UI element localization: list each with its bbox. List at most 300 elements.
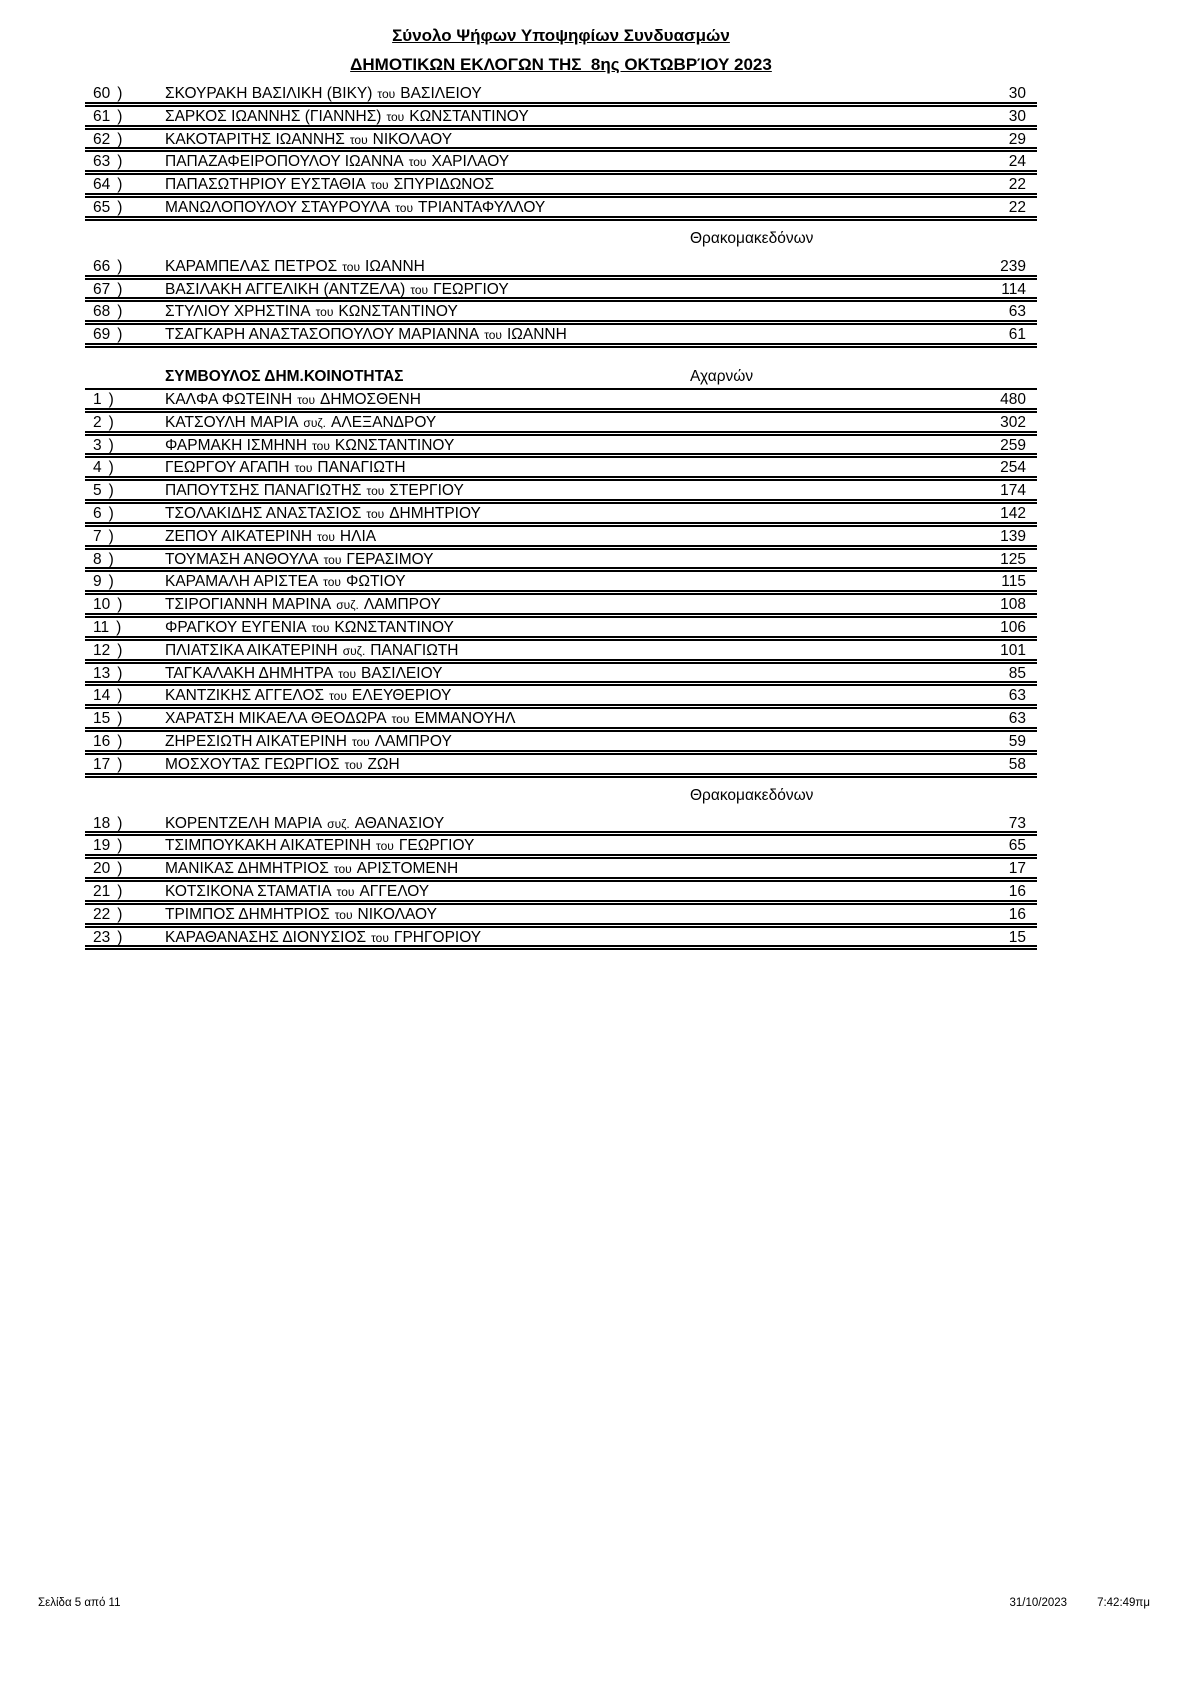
candidate-relation: του [376,839,394,854]
vote-count-value: 16 [1008,882,1026,900]
row-number-paren: ) [117,85,123,102]
candidate-relation: του [338,666,357,681]
candidate-name-main: ΜΑΝΙΚΑΣ ΔΗΜΗΤΡΙΟΣ [165,861,329,878]
row-number-paren: ) [108,573,114,591]
section-header-region: Αχαρνών [690,367,754,385]
row-number: 2 [93,413,102,431]
vote-count [967,392,1037,408]
row-number-paren: ) [108,504,114,522]
candidate-name [165,816,967,832]
vote-count-value: 174 [1000,482,1026,500]
votes-table [85,84,1037,950]
district-subheader-label: Θρακομακεδόνων [690,786,814,804]
section-header-title: ΣΥΜΒΟΥΛΟΣ ΔΗΜ.ΚΟΙΝΟΤΗΤΑΣ [165,367,404,385]
table-row [85,130,1037,153]
row-number: 18 [93,814,111,832]
district-subheader [85,221,1037,257]
candidate-name [165,483,967,499]
candidate-number [85,688,165,704]
row-number: 11 [93,618,110,636]
row-number: 67 [93,280,111,298]
candidate-name [165,734,967,750]
candidate-relation: του [317,529,335,544]
row-number: 7 [93,527,102,545]
vote-count-value: 114 [1001,280,1026,298]
candidate-name-main: ΦΡΑΓΚΟΥ ΕΥΓΕΝΙΑ [165,619,307,636]
candidate-name [165,666,967,682]
candidate-relation: του [391,712,410,727]
candidate-name-main: ΤΣΙΜΠΟΥΚΑΚΗ ΑΙΚΑΤΕΡΙΝΗ [165,838,372,855]
candidate-number [85,506,165,522]
candidate-patronym: ΤΡΙΑΝΤΑΦΥΛΛΟΥ [418,199,546,216]
table-row [85,836,1037,859]
row-number: 14 [93,687,111,705]
candidate-patronym: ΚΩΝΣΤΑΝΤΙΝΟΥ [334,619,454,636]
candidate-relation: του [395,200,414,215]
table-row [85,302,1037,325]
table-row [85,859,1037,882]
candidate-patronym: ΦΩΤΙΟΥ [345,574,406,591]
row-number-paren: ) [117,814,123,832]
candidate-name-main: ΚΑΤΣΟΥΛΗ ΜΑΡΙΑ [165,414,299,431]
row-number-paren: ) [117,153,123,171]
candidate-name-main: ΠΑΠΑΖΑΦΕΙΡΟΠΟΥΛΟΥ ΙΩΑΝΝΑ [165,154,404,171]
candidate-name [165,304,967,320]
row-number-paren: ) [108,550,114,568]
vote-count [967,177,1037,193]
vote-count [967,154,1037,170]
row-number-paren: ) [117,664,123,682]
row-number: 61 [93,107,111,125]
vote-count [967,460,1037,476]
vote-count-value: 302 [1000,413,1026,431]
row-number-paren: ) [117,905,123,923]
vote-count [967,861,1037,877]
vote-count-value: 106 [1000,618,1026,636]
candidate-name-main: ΚΑΚΟΤΑΡΙΤΗΣ ΙΩΑΝΝΗΣ [165,131,345,148]
candidate-number [85,86,165,102]
candidate-name [165,597,967,613]
candidate-patronym: ΣΤΕΡΓΙΟΥ [389,483,464,500]
candidate-name [165,688,967,704]
candidate-patronym: ΚΩΝΣΤΑΝΤΙΝΟΥ [334,437,455,454]
row-number-paren: ) [117,732,123,750]
page-content [85,0,1037,950]
candidate-name-main: ΚΟΤΣΙΚΟΝΑ ΣΤΑΜΑΤΙΑ [165,883,332,900]
vote-count [967,304,1037,320]
vote-count-value: 29 [1008,130,1026,148]
candidate-patronym: ΑΘΑΝΑΣΙΟΥ [354,815,445,832]
vote-count [967,666,1037,682]
candidate-number [85,666,165,682]
candidate-number [85,552,165,568]
candidate-name-main: ΓΕΩΡΓΟΥ ΑΓΑΠΗ [165,460,290,477]
candidate-patronym: ΣΠΥΡΙΔΩΝΟΣ [393,177,495,194]
candidate-patronym: ΠΑΝΑΓΙΩΤΗ [317,460,406,477]
vote-count [967,734,1037,750]
table-row [85,755,1037,778]
candidate-relation: συζ. [327,816,350,831]
candidate-name-main: ΖΕΠΟΥ ΑΙΚΑΤΕΡΙΝΗ [165,528,313,545]
candidate-relation: του [377,87,396,101]
print-timestamp [1010,1597,1151,1609]
candidate-number [85,930,165,946]
row-number-paren: ) [117,176,123,194]
candidate-name-main: ΚΑΛΦΑ ΦΩΤΕΙΝΗ [165,391,293,408]
row-number-paren: ) [117,107,123,125]
print-time: 7:42:49πμ [1097,1597,1150,1609]
table-row [85,280,1037,303]
candidate-name-main: ΜΑΝΩΛΟΠΟΥΛΟΥ ΣΤΑΥΡΟΥΛΑ [165,199,391,216]
candidate-patronym: ΓΕΩΡΓΙΟΥ [433,281,509,298]
vote-count [967,282,1037,298]
candidate-relation: συζ. [342,643,366,658]
row-number-paren: ) [117,257,123,275]
row-number-paren: ) [116,618,122,636]
vote-count-value: 65 [1008,837,1026,855]
vote-count-value: 16 [1008,905,1026,923]
candidate-name [165,620,967,636]
vote-count-value: 254 [1000,459,1026,477]
vote-count-value: 73 [1008,814,1026,832]
table-row [85,325,1037,348]
candidate-patronym: ΓΕΡΑΣΙΜΟΥ [346,551,434,568]
vote-count [967,757,1037,773]
vote-count-value: 480 [1000,390,1026,408]
candidate-relation: του [297,392,316,407]
candidate-name-main: ΣΤΥΛΙΟΥ ΧΡΗΣΤΙΝΑ [165,304,311,321]
candidate-number [85,838,165,854]
vote-count [967,907,1037,923]
candidate-relation: του [344,757,363,772]
print-date: 31/10/2023 [1009,1597,1068,1609]
candidate-name-main: ΤΣΑΓΚΑΡΗ ΑΝΑΣΤΑΣΟΠΟΥΛΟΥ ΜΑΡΙΑΝΝΑ [165,327,480,344]
table-row [85,905,1037,928]
candidate-relation: του [333,862,352,877]
page-number: Σελίδα 5 από 11 [38,1597,121,1609]
row-number: 63 [93,153,111,171]
candidate-name-main: ΤΡΙΜΠΟΣ ΔΗΜΗΤΡΙΟΣ [165,906,330,923]
table-row [85,641,1037,664]
vote-count [967,711,1037,727]
row-number-paren: ) [117,860,123,878]
candidate-number [85,132,165,148]
candidate-name-main: ΖΗΡΕΣΙΩΤΗ ΑΙΚΑΤΕΡΙΝΗ [165,733,347,750]
candidate-patronym: ΕΛΕΥΘΕΡΙΟΥ [351,688,452,705]
row-number-paren: ) [117,687,123,705]
vote-count-value: 85 [1008,664,1026,682]
table-row [85,152,1037,175]
candidate-name [165,259,967,275]
candidate-relation: συζ. [336,598,359,613]
candidate-patronym: ΝΙΚΟΛΑΟΥ [357,906,437,923]
row-number: 21 [93,882,111,900]
candidate-number [85,327,165,343]
candidate-patronym: ΚΩΝΣΤΑΝΤΙΝΟΥ [338,304,458,321]
candidate-name-main: ΚΟΡΕΝΤΖΕΛΗ ΜΑΡΙΑ [165,815,323,832]
candidate-relation: του [366,506,385,521]
candidate-number [85,757,165,773]
row-number-paren: ) [108,413,114,431]
candidate-patronym: ΖΩΗ [367,756,400,773]
candidate-patronym: ΛΑΜΠΡΟΥ [363,597,441,614]
candidate-number [85,282,165,298]
candidate-name [165,711,967,727]
candidate-number [85,200,165,216]
report-subtitle: ΔΗΜΟΤΙΚΩΝ ΕΚΛΟΓΩΝ ΤΗΣ 8ης ΟΚΤΩΒΡΊΟΥ 2023 [350,55,772,74]
candidate-number [85,109,165,125]
vote-count-value: 22 [1008,198,1026,216]
row-number: 22 [93,905,111,923]
candidate-name [165,529,967,545]
candidate-patronym: ΗΛΙΑ [339,528,377,545]
section-header-row [85,362,1037,390]
row-number: 1 [93,390,102,408]
vote-count [967,838,1037,854]
candidate-relation: του [370,178,389,193]
vote-count-value: 101 [1000,641,1026,659]
candidate-patronym: ΑΓΓΕΛΟΥ [359,883,430,900]
candidate-name-main: ΚΑΡΑΘΑΝΑΣΗΣ ΔΙΟΝΥΣΙΟΣ [165,929,367,946]
candidate-number [85,884,165,900]
row-number: 15 [93,710,111,728]
district-subheader [85,778,1037,814]
candidate-name-main: ΠΑΠΟΥΤΣΗΣ ΠΑΝΑΓΙΩΤΗΣ [165,483,362,500]
vote-count [967,483,1037,499]
vote-count [967,597,1037,613]
candidate-name-main: ΤΟΥΜΑΣΗ ΑΝΘΟΥΛΑ [165,551,319,568]
row-number: 10 [93,596,111,614]
table-row [85,664,1037,687]
candidate-name-main: ΠΛΙΑΤΣΙΚΑ ΑΙΚΑΤΕΡΙΝΗ [165,642,338,659]
vote-count-value: 63 [1008,687,1026,705]
vote-count-value: 139 [1000,527,1026,545]
vote-count [967,438,1037,454]
vote-count [967,884,1037,900]
candidate-name [165,884,967,900]
row-number-paren: ) [108,482,114,500]
candidate-name-main: ΤΑΓΚΑΛΑΚΗ ΔΗΜΗΤΡΑ [165,665,334,682]
candidate-number [85,529,165,545]
vote-count [967,132,1037,148]
table-row [85,732,1037,755]
vote-count [967,327,1037,343]
table-row [85,595,1037,618]
candidate-name-main: ΚΑΡΑΜΠΕΛΑΣ ΠΕΤΡΟΣ [165,258,338,275]
table-row [85,458,1037,481]
candidate-number [85,154,165,170]
row-number: 4 [93,459,102,477]
candidate-patronym: ΔΗΜΟΣΘΕΝΗ [320,391,421,408]
vote-count-value: 63 [1008,303,1026,321]
candidate-name [165,282,967,298]
row-number: 68 [93,303,111,321]
table-row [85,84,1037,107]
vote-count-value: 58 [1008,755,1026,773]
vote-count-value: 30 [1008,107,1026,125]
row-number-paren: ) [108,390,114,408]
candidate-relation: του [386,109,405,124]
candidate-relation: του [371,930,389,945]
table-row [85,928,1037,951]
vote-count-value: 108 [1000,596,1026,614]
table-row [85,686,1037,709]
vote-count-value: 17 [1008,860,1026,878]
candidate-name [165,552,967,568]
candidate-name [165,415,967,431]
row-number: 60 [93,85,111,102]
candidate-number [85,259,165,275]
candidate-name [165,574,967,590]
candidate-patronym: ΠΑΝΑΓΙΩΤΗ [370,642,459,659]
candidate-patronym: ΒΑΣΙΛΕΙΟΥ [400,86,482,102]
candidate-relation: του [349,132,368,147]
candidate-name [165,838,967,854]
vote-count [967,506,1037,522]
vote-count [967,415,1037,431]
candidate-relation: του [336,884,355,899]
candidate-name [165,438,967,454]
candidate-relation: του [294,461,313,476]
row-number-paren: ) [108,459,114,477]
candidate-name-main: ΚΑΡΑΜΑΛΗ ΑΡΙΣΤΕΑ [165,574,319,591]
table-row [85,504,1037,527]
candidate-number [85,620,165,636]
vote-count-value: 15 [1008,928,1026,946]
candidate-patronym: ΑΛΕΞΑΝΔΡΟΥ [331,414,437,431]
vote-count-value: 259 [1000,436,1026,454]
table-row [85,814,1037,837]
candidate-number [85,816,165,832]
candidate-patronym: ΙΩΑΝΝΗ [365,258,425,275]
candidate-number [85,643,165,659]
candidate-patronym: ΒΑΣΙΛΕΙΟΥ [361,665,443,682]
vote-count [967,816,1037,832]
row-number-paren: ) [117,882,123,900]
vote-count [967,574,1037,590]
row-number-paren: ) [117,130,123,148]
candidate-relation: του [484,328,502,343]
candidate-patronym: ΓΕΩΡΓΙΟΥ [398,838,475,855]
candidate-name-main: ΦΑΡΜΑΚΗ ΙΣΜΗΝΗ [165,437,308,454]
candidate-number [85,574,165,590]
vote-count-value: 24 [1008,153,1026,171]
candidate-patronym: ΙΩΑΝΝΗ [507,327,567,344]
candidate-number [85,177,165,193]
candidate-number [85,711,165,727]
candidate-number [85,597,165,613]
candidate-name-main: ΒΑΣΙΛΑΚΗ ΑΓΓΕΛΙΚΗ (ΑΝΤΖΕΛΑ) [165,281,406,298]
candidate-name [165,643,967,659]
candidate-name [165,154,967,170]
vote-count [967,552,1037,568]
candidate-number [85,907,165,923]
vote-count-value: 142 [1000,504,1026,522]
candidate-relation: του [315,305,334,320]
row-number-paren: ) [117,755,123,773]
candidate-number [85,734,165,750]
table-row [85,257,1037,280]
candidate-name-main: ΧΑΡΑΤΣΗ ΜΙΚΑΕΛΑ ΘΕΟΔΩΡΑ [165,711,387,728]
row-number: 65 [93,198,111,216]
vote-count [967,930,1037,946]
table-row [85,175,1037,198]
row-number: 23 [93,928,111,946]
candidate-number [85,438,165,454]
candidate-number [85,392,165,408]
row-number: 12 [93,641,111,659]
candidate-name [165,200,967,216]
candidate-name-main: ΤΣΙΡΟΓΙΑΝΝΗ ΜΑΡΙΝΑ [165,597,332,614]
candidate-relation: του [334,907,353,922]
table-row [85,550,1037,573]
table-row [85,390,1037,413]
candidate-relation: του [366,484,385,499]
table-row [85,618,1037,641]
candidate-relation: του [323,575,341,590]
row-number-paren: ) [117,326,123,344]
vote-count [967,688,1037,704]
candidate-relation: συζ. [303,415,327,430]
report-title: Σύνολο Ψήφων Υποψηφίων Συνδυασμών [392,26,730,45]
candidate-name-main: ΜΟΣΧΟΥΤΑΣ ΓΕΩΡΓΙΟΣ [165,756,340,773]
candidate-relation: του [410,282,429,297]
candidate-name-main: ΣΚΟΥΡΑΚΗ ΒΑΣΙΛΙΚΗ (ΒΙΚΥ) [165,86,373,102]
vote-count-value: 115 [1001,573,1026,591]
vote-count [967,529,1037,545]
candidate-name [165,861,967,877]
candidate-number [85,415,165,431]
table-row [85,882,1037,905]
vote-count-value: 125 [1000,550,1026,568]
candidate-name [165,757,967,773]
candidate-name [165,177,967,193]
candidate-relation: του [311,620,330,635]
row-number-paren: ) [117,280,123,298]
candidate-patronym: ΓΡΗΓΟΡΙΟΥ [393,929,482,946]
table-row [85,198,1037,221]
vote-count [967,200,1037,216]
row-number-paren: ) [108,527,114,545]
vote-count-value: 63 [1008,710,1026,728]
candidate-number [85,304,165,320]
candidate-name-main: ΣΑΡΚΟΣ ΙΩΑΝΝΗΣ (ΓΙΑΝΝΗΣ) [165,108,382,125]
row-number: 9 [93,573,102,591]
candidate-relation: του [329,689,347,704]
candidate-patronym: ΕΜΜΑΝΟΥΗΛ [414,711,516,728]
table-row [85,107,1037,130]
candidate-name [165,86,967,102]
vote-count-value: 59 [1008,732,1026,750]
candidate-name-main: ΤΣΟΛΑΚΙΔΗΣ ΑΝΑΣΤΑΣΙΟΣ [165,505,362,522]
table-row [85,572,1037,595]
vote-count-value: 61 [1008,326,1026,344]
row-number: 16 [93,732,111,750]
candidate-relation: του [351,734,370,749]
candidate-name [165,327,967,343]
table-row [85,413,1037,436]
vote-count-value: 30 [1008,85,1026,102]
candidate-name [165,930,967,946]
candidate-relation: του [323,552,342,567]
row-number: 62 [93,130,111,148]
row-number: 17 [93,755,111,773]
candidate-name-main: ΚΑΝΤΖΙΚΗΣ ΑΓΓΕΛΟΣ [165,688,325,705]
table-row [85,527,1037,550]
table-row [85,481,1037,504]
row-number-paren: ) [117,928,123,946]
candidate-name [165,460,967,476]
